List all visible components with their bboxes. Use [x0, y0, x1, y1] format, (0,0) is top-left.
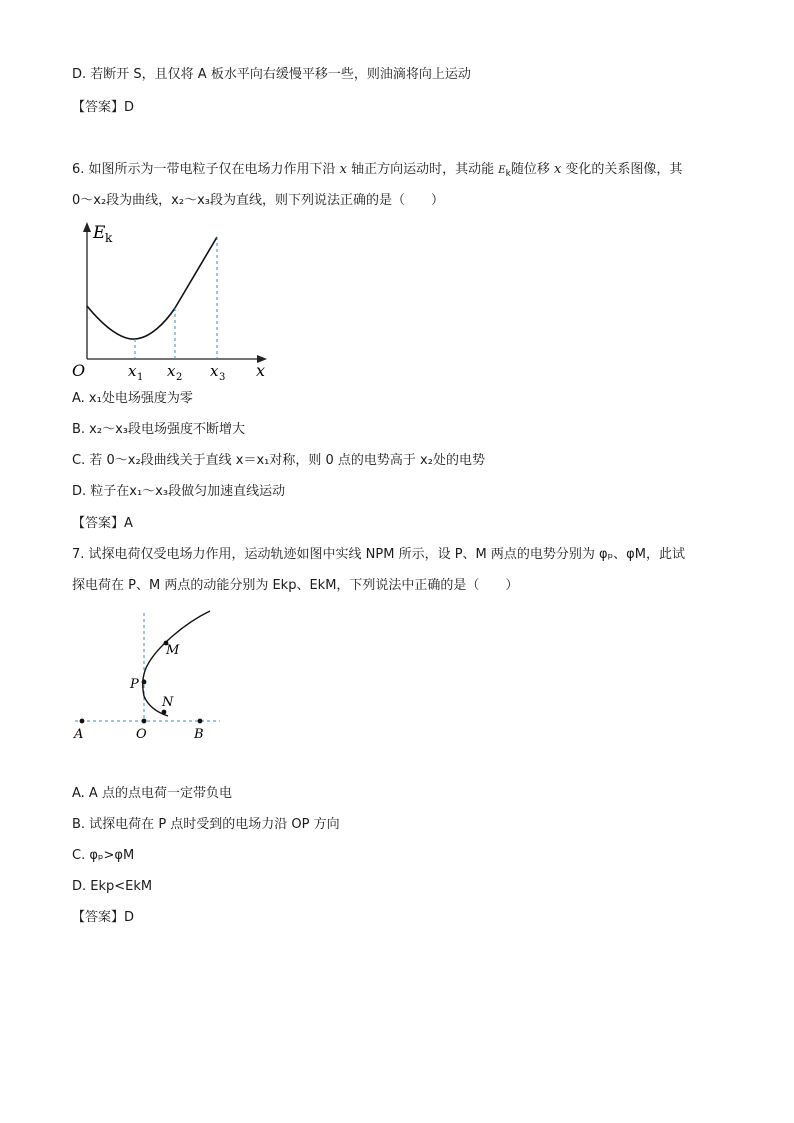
q7-answer	[72, 909, 134, 927]
q7-stem-line2: 探电荷在 P、M 两点的动能分别为 Ekp、EkM，下列说法中正确的是（ ）	[72, 578, 519, 593]
tick-x2: x	[167, 362, 176, 380]
q7-stem-line1: 7. 试探电荷仅受电场力作用，运动轨迹如图中实线 NPM 所示，设 P、M 两点的电势分别为 φₚ、φM，此试	[72, 547, 685, 562]
point-n	[162, 710, 167, 715]
answer-tag: 【答案】	[72, 100, 125, 115]
q6-stem-line2: 0～x₂段为曲线，x₂～x₃段为直线，则下列说法正确的是（ ）	[72, 193, 444, 208]
tick-x1-sub: 1	[137, 372, 144, 383]
y-axis-arrow	[83, 222, 91, 232]
q6-option-b: B. x₂～x₃段电场强度不断增大	[72, 422, 245, 437]
y-axis-label: E	[93, 223, 106, 243]
q6-stem-line1: 6. 如图所示为一带电粒子仅在电场力作用下沿 x 轴正方向运动时，其动能 $E_k$随位移 x 变化的关系图像，其	[72, 162, 683, 179]
tick-x3-sub: 3	[219, 372, 226, 383]
q6-option-a: A. x₁处电场强度为零	[72, 391, 193, 406]
ek-curve	[87, 237, 217, 339]
point-p	[142, 680, 147, 685]
q7-option-a: A. A 点的点电荷一定带负电	[72, 786, 232, 801]
q6-option-d: D. 粒子在x₁～x₃段做匀加速直线运动	[72, 484, 286, 499]
label-a: A	[74, 727, 84, 742]
origin-label: O	[72, 361, 86, 380]
label-n: N	[162, 695, 174, 710]
tick-x3: x	[210, 362, 219, 380]
q6-ek-x-graph	[60, 218, 280, 383]
label-p: P	[130, 677, 139, 692]
q5-answer	[72, 99, 134, 117]
point-a	[80, 719, 85, 724]
label-b: B	[194, 727, 204, 742]
q6-option-c: C. 若 0～x₂段曲线关于直线 x＝x₁对称，则 0 点的电势高于 x₂处的电势	[72, 453, 485, 468]
tick-x2-sub: 2	[176, 372, 183, 383]
q6-answer	[72, 515, 133, 533]
answer-value: D	[124, 100, 135, 115]
label-o: O	[136, 727, 147, 742]
answer-value: A	[124, 516, 133, 531]
point-b	[198, 719, 203, 724]
tick-x1: x	[128, 362, 137, 380]
q7-option-c: C. φₚ>φM	[72, 848, 135, 863]
q7-trajectory-figure	[70, 608, 230, 743]
x-axis-label: x	[256, 361, 266, 380]
y-axis-label-sub: k	[105, 231, 113, 245]
answer-value: D	[124, 910, 135, 925]
q7-option-b: B. 试探电荷在 P 点时受到的电场力沿 OP 方向	[72, 817, 340, 832]
answer-tag: 【答案】	[72, 516, 125, 531]
label-m: M	[166, 643, 180, 658]
point-o	[142, 719, 147, 724]
answer-tag: 【答案】	[72, 910, 125, 925]
q5-option-d: D. 若断开 S，且仅将 A 板水平向右缓慢平移一些，则油滴将向上运动	[72, 67, 471, 82]
q7-option-d: D. Ekp<EkM	[72, 879, 153, 894]
trajectory-npm	[143, 611, 210, 716]
